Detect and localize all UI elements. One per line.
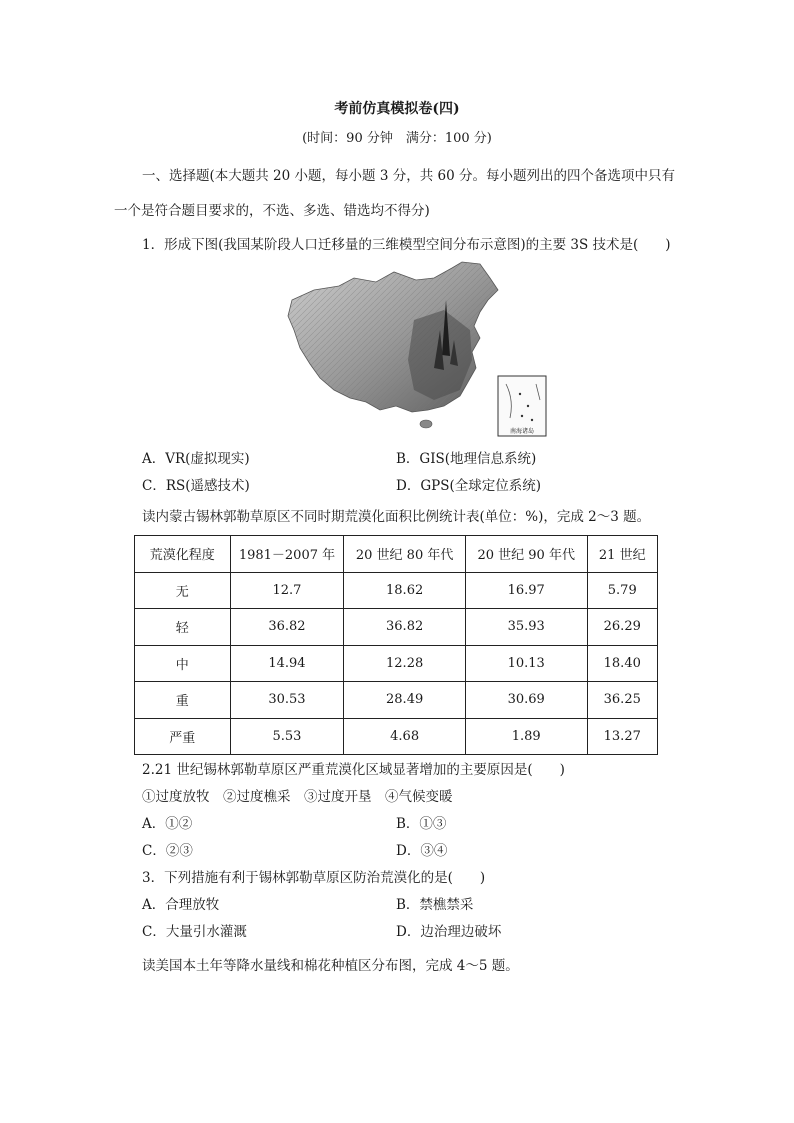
table-cell: 轻 — [135, 609, 231, 646]
q2-option-c: C．②③ — [142, 843, 193, 859]
q2-option-a: A．①② — [142, 816, 193, 832]
table-row — [135, 572, 658, 609]
desertification-table — [134, 535, 658, 755]
table-cell: 4.68 — [344, 718, 466, 755]
table-header: 1981－2007 年 — [230, 536, 344, 573]
q1-option-c: C．RS(遥感技术) — [142, 478, 250, 494]
inset-label: 南海诸岛 — [510, 428, 535, 435]
table-cell: 中 — [135, 645, 231, 682]
table-cell: 12.7 — [230, 572, 344, 609]
table-cell: 12.28 — [344, 645, 466, 682]
table-header: 21 世纪 — [587, 536, 657, 573]
q2-option-b: B．①③ — [396, 816, 447, 832]
q3-option-d: D．边治理边破坏 — [396, 924, 502, 940]
table-cell: 18.40 — [587, 645, 657, 682]
table-cell: 严重 — [135, 718, 231, 755]
table-cell: 5.53 — [230, 718, 344, 755]
table-header: 20 世纪 80 年代 — [344, 536, 466, 573]
section-instruction-line1: 一、选择题(本大题共 20 小题，每小题 3 分，共 60 分。每小题列出的四个备选项中只有 — [142, 168, 675, 184]
q1-option-b: B．GIS(地理信息系统) — [396, 451, 537, 467]
question-3-stem: 3．下列措施有利于锡林郭勒草原区防治荒漠化的是( ) — [142, 870, 486, 886]
table-cell: 30.53 — [230, 682, 344, 719]
table-cell: 35.93 — [465, 609, 587, 646]
q1-option-d: D．GPS(全球定位系统) — [396, 478, 541, 494]
table-cell: 无 — [135, 572, 231, 609]
table-cell: 36.82 — [230, 609, 344, 646]
table-cell: 28.49 — [344, 682, 466, 719]
table-row — [135, 645, 658, 682]
table-cell: 1.89 — [465, 718, 587, 755]
table-cell: 18.62 — [344, 572, 466, 609]
table-cell: 5.79 — [587, 572, 657, 609]
table-header: 荒漠化程度 — [135, 536, 231, 573]
q3-option-a: A．合理放牧 — [142, 897, 220, 913]
question-1-stem: 1．形成下图(我国某阶段人口迁移量的三维模型空间分布示意图)的主要 3S 技术是( ) — [142, 237, 671, 253]
page-title: 考前仿真模拟卷(四) — [334, 101, 460, 117]
table-header-row — [135, 536, 658, 573]
section-instruction-line2: 一个是符合题目要求的，不选、多选、错选均不得分) — [114, 203, 430, 219]
table-cell: 26.29 — [587, 609, 657, 646]
china-migration-3d-map — [284, 260, 550, 440]
q3-option-c: C．大量引水灌溉 — [142, 924, 247, 940]
table-cell: 16.97 — [465, 572, 587, 609]
table-cell: 36.82 — [344, 609, 466, 646]
table-row — [135, 718, 658, 755]
table-row — [135, 682, 658, 719]
table-header: 20 世纪 90 年代 — [465, 536, 587, 573]
q1-option-a: A．VR(虚拟现实) — [142, 451, 250, 467]
table-cell: 30.69 — [465, 682, 587, 719]
q2-option-d: D．③④ — [396, 843, 448, 859]
q3-option-b: B．禁樵禁采 — [396, 897, 474, 913]
question-2-stem: 2.21 世纪锡林郭勒草原区严重荒漠化区域显著增加的主要原因是( ) — [142, 762, 565, 778]
table-cell: 10.13 — [465, 645, 587, 682]
table-cell: 重 — [135, 682, 231, 719]
table-row — [135, 609, 658, 646]
table-cell: 13.27 — [587, 718, 657, 755]
page-subtitle: (时间：90 分钟 满分：100 分) — [302, 131, 492, 146]
reading-prompt-2: 读美国本土年等降水量线和棉花种植区分布图，完成 4～5 题。 — [142, 958, 519, 974]
table-cell: 36.25 — [587, 682, 657, 719]
question-2-choices: ①过度放牧 ②过度樵采 ③过度开垦 ④气候变暖 — [142, 789, 453, 805]
reading-prompt-1: 读内蒙古锡林郭勒草原区不同时期荒漠化面积比例统计表(单位：%)，完成 2～3 题。 — [142, 509, 651, 525]
table-cell: 14.94 — [230, 645, 344, 682]
